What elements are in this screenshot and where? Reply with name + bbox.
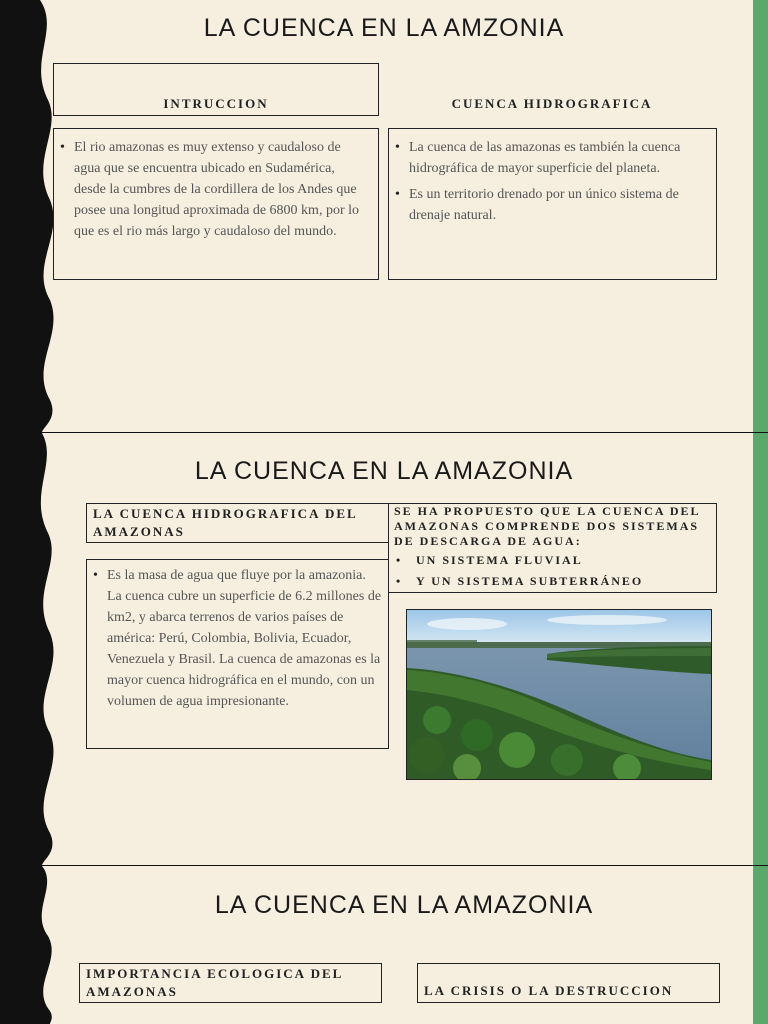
slide-1-title: LA CUENCA EN LA AMZONIA [203, 14, 565, 42]
slide-1 [0, 0, 768, 432]
amazon-basin-text-box [86, 559, 389, 749]
bullet-item: • Es la masa de agua que fluye por la amazonia. La cuenca cubre un superficie de 6.2 millones de km2, y abarca terrenos de varios países de américa: Perú, Colombia, Bolivia, Ecuador, Venezuela y Brasil. La cuenca de amazonas es la mayor cuenca hidrográfica en el mundo, con un volumen de agua impresionante. [91, 565, 382, 712]
amazon-river-photo [406, 609, 712, 780]
bullet-item: • Y UN SISTEMA SUBTERRÁNEO [394, 571, 712, 592]
cuenca-header: CUENCA HIDROGRAFICA [451, 96, 653, 111]
discharge-systems-text: SE HA PROPUESTO QUE LA CUENCA DEL AMAZONAS COMPRENDE DOS SISTEMAS DE DESCARGA DE AGUA: [394, 504, 700, 548]
crisis-header: LA CRISIS O LA DESTRUCCION [424, 983, 674, 998]
intro-header: INTRUCCION [163, 96, 269, 111]
bullet-item: • El rio amazonas es muy extenso y caudaloso de agua que se encuentra ubicado en Sudamérica, desde la cumbres de la cordillera de los Andes que posee una longitud aproximada de 6800 km, por lo que es el rio más largo y caudaloso del mundo. [58, 137, 368, 242]
cuenca-bullet-list [393, 137, 702, 226]
discharge-systems-box [388, 503, 717, 593]
green-accent-bar [750, 866, 768, 1024]
slide-3 [0, 866, 768, 1024]
bullet-item: • Es un territorio drenado por un único sistema de drenaje natural. [393, 184, 702, 226]
discharge-systems-list [394, 550, 712, 592]
wave-border-decoration [0, 0, 60, 432]
amazon-basin-header: LA CUENCA HIDROGRAFICA DEL AMAZONAS [93, 506, 358, 539]
slide-2 [0, 433, 768, 865]
intro-bullet-list [58, 137, 368, 242]
wave-border-decoration [0, 866, 60, 1024]
bullet-item: • La cuenca de las amazonas es también la cuenca hidrográfica de mayor superficie del planeta. [393, 137, 702, 179]
cuenca-text-box [388, 128, 717, 280]
wave-border-decoration [0, 433, 60, 865]
intro-header-box [53, 63, 379, 116]
intro-text-box [53, 128, 379, 280]
ecological-importance-box [79, 963, 382, 1003]
slide-2-title: LA CUENCA EN LA AMAZONIA [194, 457, 574, 485]
crisis-box [417, 963, 720, 1003]
bullet-item: • UN SISTEMA FLUVIAL [394, 550, 712, 571]
slide-3-title: LA CUENCA EN LA AMAZONIA [214, 891, 594, 919]
amazon-basin-bullet-list [91, 565, 382, 712]
green-accent-bar [750, 433, 768, 865]
amazon-basin-header-box [86, 503, 389, 543]
ecological-importance-header: IMPORTANCIA ECOLOGICA DEL AMAZONAS [86, 966, 343, 999]
green-accent-bar [750, 0, 768, 432]
